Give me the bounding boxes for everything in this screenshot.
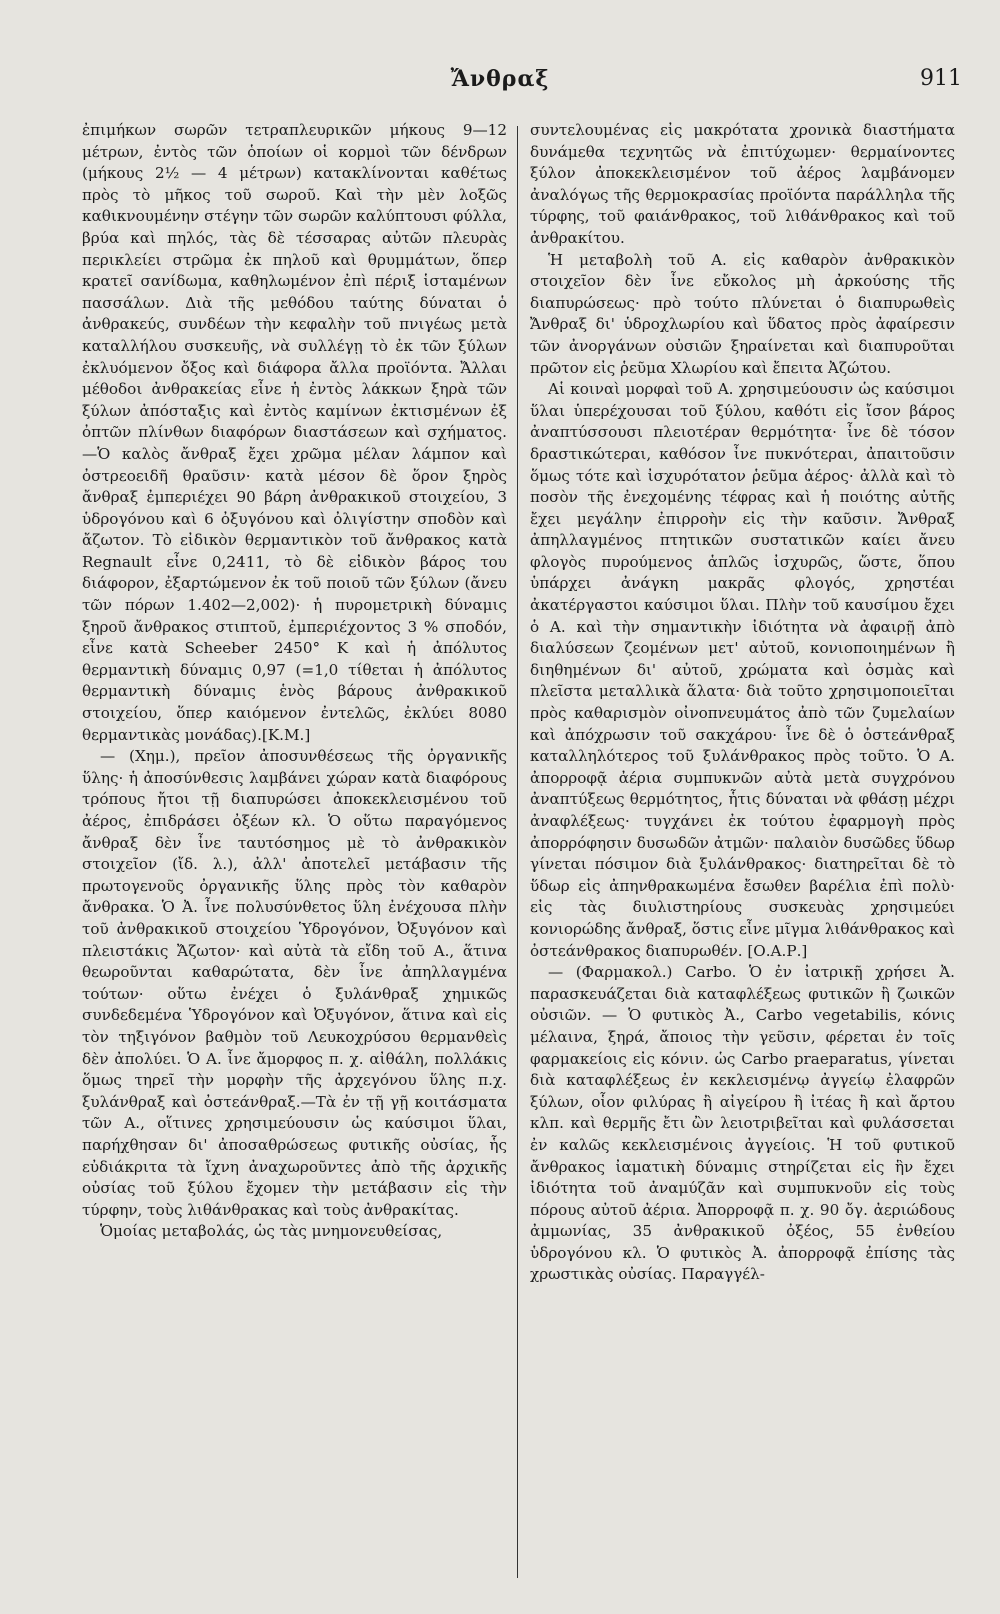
right-paragraph-4: — (Φαρμακολ.) Carbo. Ὁ ἐν ἰατρικῇ χρήσει Ἀ. παρασκευάζεται διὰ καταφλέξεως φυτικῶν ἢ ζωικῶν οὐσιῶν. — Ὁ φυτικὸς Ἀ., Carbo vegetabilis, κόνις μέλαινα, ξηρά, ἄποιος τὴν γεῦσιν, φέρεται ἐν τοῖς φαρμακείοις εἰς κόνιν. ὡς Carbo praeparatus, γίνεται διὰ καταφλέξεως ἐν κεκλεισμένῳ ἀγγείῳ ἐλαφρῶν ξύλων, οἷον φιλύρας ἢ αἰγείρου ἢ ἰτέας ἢ καὶ ἄρτου κλπ. καὶ θερμῆς ἔτι ὢν λειοτριβεῖται καὶ φυλάσσεται ἐν καλῶς κεκλεισμένοις ἀγγείοις. Ἡ τοῦ φυτικοῦ ἄνθρακος ἰαματικὴ δύναμις στηρίζεται εἰς ἣν ἔχει ἰδιότητα τοῦ ἀναμύζᾶν καὶ συμπυκνοῦν εἰς τοὺς πόρους αὐτοῦ ἀέρια. Ἀπορροφᾷ π. χ. 90 ὄγ. ἀεριώδους ἀμμωνίας, 35 ἀνθρακικοῦ ὀξέος, 55 ἐνθείου ὑδρογόνου κλ. Ὁ φυτικὸς Ἀ. ἀπορροφᾷ ἐπίσης τὰς χρωστικὰς οὐσίας. Παραγγέλ- <box>530 963 955 1284</box>
right-column <box>518 120 955 1578</box>
right-paragraph-2: Ἡ μεταβολὴ τοῦ Α. εἰς καθαρὸν ἀνθρακικὸν στοιχεῖον δὲν ἶνε εὔκολος μὴ ἀρκούσης τῆς διαπυρώσεως· πρὸ τούτο πλύνεται ὁ διαπυρωθεὶς Ἄνθραξ δι' ὑδροχλωρίου καὶ ὕδατος πρὸς ἀφαίρεσιν τῶν ἀνοργάνων οὐσιῶν ξηραίνεται καὶ διαπυροῦται πρῶτον εἰς ῥεῦμα Χλωρίου καὶ ἔπειτα Ἀζώτου. <box>530 250 955 377</box>
page-number: 911 <box>920 66 962 91</box>
left-paragraph-1: ἐπιμήκων σωρῶν τετραπλευρικῶν μήκους 9—12 μέτρων, ἐντὸς τῶν ὁποίων οἱ κορμοὶ τῶν δένδρων (μήκους 2½ — 4 μέτρων) κατακλίνονται καθέτως πρὸς τὸ μῆκος τοῦ σωροῦ. Καὶ τὴν μὲν λοξῶς καθικνουμένην στέγην τῶν σωρῶν καλύπτουσι φύλλα, βρύα καὶ πηλός, τὰς δὲ τέσσαρας αὐτῶν πλευρὰς περικλείει στρῶμα ἐκ πηλοῦ καὶ θρυμμάτων, ὅπερ κρατεῖ σανίδωμα, καθηλωμένον ἐπὶ πέριξ ἱσταμένων πασσάλων. Διὰ τῆς μεθόδου ταύτης δύναται ὁ ἀνθρακεύς, συνδέων τὴν κεφαλὴν τοῦ πνιγέως μετὰ καταλλήλου συσκευῆς, νὰ συλλέγῃ τὸ ἐκ τῶν ξύλων ἐκλυόμενον ὄξος καὶ διάφορα ἄλλα προϊόντα. Ἄλλαι μέθοδοι ἀνθρακείας εἶνε ἡ ἐντὸς λάκκων ξηρὰ τῶν ξύλων ἀπόσταξις καὶ ἐντὸς καμίνων ἐκτισμένων ἐξ ὀπτῶν πλίνθων διαφόρων διαστάσεων καὶ σχήματος.—Ὁ καλὸς ἄνθραξ ἔχει χρῶμα μέλαν λάμπον καὶ ὀστρεοειδῆ θραῦσιν· κατὰ μέσον δὲ ὅρον ξηρὸς ἄνθραξ ἐμπεριέχει 90 βάρη ἀνθρακικοῦ στοιχείου, 3 ὑδρογόνου καὶ 6 ὀξυγόνου καὶ ὀλιγίστην σποδὸν καὶ ἄζωτον. Τὸ εἰδικὸν θερμαντικὸν τοῦ ἄνθρακος κατὰ Regnault εἶνε 0,2411, τὸ δὲ εἰδικὸν βάρος του διάφορον, ἐξαρτώμενον ἐκ τοῦ ποιοῦ τῶν ξύλων (ἄνευ τῶν πόρων 1.402—2,002)· ἡ πυρομετρικὴ δύναμις ξηροῦ ἄνθρακος στιπτοῦ, ἐμπεριέχοντος 3 % σποδόν, εἶνε κατὰ Scheeber 2450° K καὶ ἡ ἀπόλυτος θερμαντικὴ δύναμις 0,97 (=1,0 τίθεται ἡ ἀπόλυτος θερμαντικὴ δύναμις ἑνὸς βάρους ἀνθρακικοῦ στοιχείου, ὅπερ καιόμενον ἐντελῶς, ἐκλύει 8080 θερμαντικὰς μονάδας).[Κ.Μ.] <box>82 121 507 744</box>
page-header <box>0 66 1000 98</box>
right-paragraph-1: συντελουμένας εἰς μακρότατα χρονικὰ διαστήματα δυνάμεθα τεχνητῶς νὰ ἐπιτύχωμεν· θερμαίνοντες ξύλον ἀποκεκλεισμένον τοῦ ἀέρος λαμβάνομεν ἀναλόγως τῆς θερμοκρασίας προϊόντα παράλληλα τῆς τύρφης, τοῦ φαιάνθρακος, τοῦ λιθάνθρακος καὶ τοῦ ἀνθρακίτου. <box>530 121 955 247</box>
left-paragraph-2: — (Χημ.), πρεῖον ἀποσυνθέσεως τῆς ὀργανικῆς ὕλης· ἡ ἀποσύνθεσις λαμβάνει χώραν κατὰ διαφόρους τρόπους ἤτοι τῇ διαπυρώσει ἀποκεκλεισμένου τοῦ ἀέρος, ἐπιδράσει ὀξέων κλ. Ὁ οὕτω παραγόμενος ἄνθραξ δὲν ἶνε ταυτόσημος μὲ τὸ ἀνθρακικὸν στοιχεῖον (ἴδ. λ.), ἀλλ' ἀποτελεῖ μετάβασιν τῆς πρωτογενοῦς ὀργανικῆς ὕλης πρὸς τὸν καθαρὸν ἄνθρακα. Ὁ Ἀ. ἶνε πολυσύνθετος ὕλη ἐνέχουσα πλὴν τοῦ ἀνθρακικοῦ στοιχείου Ὑδρογόνον, Ὀξυγόνον καὶ πλειστάκις Ἄζωτον· καὶ αὐτὰ τὰ εἴδη τοῦ Α., ἅτινα θεωροῦνται καθαρώτατα, δὲν ἶνε ἀπηλλαγμένα τούτων· οὕτω ἐνέχει ὁ ξυλάνθραξ χημικῶς συνδεδεμένα Ὑδρογόνον καὶ Ὀξυγόνον, ἅτινα καὶ εἰς τὸν τηξιγόνον βαθμὸν τοῦ Λευκοχρύσου θερμανθεὶς δὲν ἀπολύει. Ὁ Α. ἶνε ἄμορφος π. χ. αἰθάλη, πολλάκις ὅμως τηρεῖ τὴν μορφὴν τῆς ἀρχεγόνου ὕλης π.χ. ξυλάνθραξ καὶ ὀστεάνθραξ.—Τὰ ἐν τῇ γῇ κοιτάσματα τῶν Α., οἵτινες χρησιμεύουσιν ὡς καύσιμοι ὕλαι, παρήχθησαν δι' ἀποσαθρώσεως φυτικῆς οὐσίας, ἧς εὐδιάκριτα τὰ ἴχνη ἀναχωροῦντες ἀπὸ τῆς ἀρχικῆς οὐσίας τοῦ ξύλου ἔχομεν τὴν μετάβασιν εἰς τὴν τύρφην, τοὺς λιθάνθρακας καὶ τοὺς ἀνθρακίτας. <box>82 747 507 1219</box>
left-column <box>82 120 517 1578</box>
left-paragraph-3: Ὁμοίας μεταβολάς, ὡς τὰς μνημονευθείσας, <box>100 1222 443 1241</box>
running-head: Ἄνθραξ <box>450 66 550 92</box>
right-paragraph-3: Αἱ κοιναὶ μορφαὶ τοῦ Α. χρησιμεύουσιν ὡς καύσιμοι ὕλαι ὑπερέχουσαι τοῦ ξύλου, καθότι εἰς ἴσον βάρος ἀναπτύσσουσι πλειοτέραν θερμότητα· ἶνε δὲ τόσον δραστικώτεραι, καθόσον ἶνε πυκνότεραι, ἀπαιτοῦσιν ὅμως τότε καὶ ἰσχυρότατον ῥεῦμα ἀέρος· ἀλλὰ καὶ τὸ ποσὸν τῆς ἐνεχομένης τέφρας καὶ ἡ ποιότης αὐτῆς ἔχει μεγάλην ἐπιρροὴν εἰς τὴν καῦσιν. Ἄνθραξ ἀπηλλαγμένος πτητικῶν συστατικῶν καίει ἄνευ φλογὸς πυρούμενος ἁπλῶς ἰσχυρῶς, ὥστε, ὅπου ὑπάρχει ἀνάγκη μακρᾶς φλογός, χρηστέαι ἀκατέργαστοι καύσιμοι ὕλαι. Πλὴν τοῦ καυσίμου ἔχει ὁ Α. καὶ τὴν σημαντικὴν ἰδιότητα νὰ ἀφαιρῇ ἀπὸ διαλύσεων ζεομένων μετ' αὐτοῦ, κονιοποιημένων ἢ διηθημένων δι' αὐτοῦ, χρώματα καὶ ὀσμὰς καὶ πλεῖστα μεταλλικὰ ἅλατα· διὰ τοῦτο χρησιμοποιεῖται πρὸς καθαρισμὸν οἰνοπνευμάτος ἀπὸ τῶν ζυμελαίων καὶ ἀπόχρωσιν τοῦ σακχάρου· ἶνε δὲ ὁ ὀστεάνθραξ καταλληλότερος τοῦ ξυλάνθρακος πρὸς τοῦτο. Ὁ Α. ἀπορροφᾷ ἀέρια συμπυκνῶν αὐτὰ μετὰ συγχρόνου ἀναπτύξεως θερμότητος, ἧτις δύναται νὰ φθάσῃ μέχρι ἀναφλέξεως· τυγχάνει ἐκ τούτου ἐφαρμογὴ πρὸς ἀπορρόφησιν δυσωδῶν ἀτμῶν· παλαιὸν δυσῶδες ὕδωρ γίνεται πόσιμον διὰ ξυλάνθρακος· διατηρεῖται δὲ τὸ ὕδωρ εἰς ἀπηνθρακωμένα ἔσωθεν βαρέλια ἐπὶ πολὺ· εἰς τὰς διυλιστηρίους συσκευὰς χρησιμεύει κονιορώδης ἄνθραξ, ὅστις εἶνε μῖγμα λιθάνθρακος καὶ ὀστεάνθρακος διαπυρωθέν. [Ο.Α.Ρ.] <box>530 380 955 960</box>
text-columns <box>82 120 970 1578</box>
